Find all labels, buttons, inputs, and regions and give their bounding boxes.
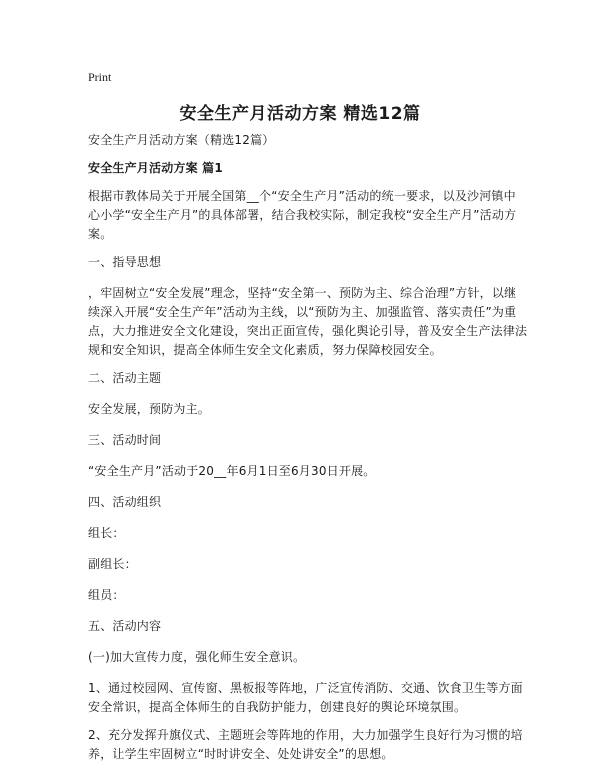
heading-guiding-ideology: 一、指导思想 xyxy=(88,255,162,269)
members-label: 组员： xyxy=(88,588,125,602)
activity-theme-text: 安全发展，预防为主。 xyxy=(88,402,211,416)
guiding-ideology-paragraph: ，牢固树立“安全发展”理念，坚持“安全第一、预防为主、综合治理”方针，以继续深入开展“安全生产年”活动为主线，以“预防为主、加强监管、落实责任”为重点，大力推进安全文化建设，突出正面宣传，强化舆论引导，普及安全生产法律法规和安全知识，提高全体师生安全文化素质，努力保障校园安全。 xyxy=(88,286,528,357)
section-heading: 安全生产月活动方案 篇1 xyxy=(88,161,223,175)
heading-activity-time: 三、活动时间 xyxy=(88,433,162,447)
heading-activity-content: 五、活动内容 xyxy=(88,619,162,633)
intro-paragraph: 根据市教体局关于开展全国第__个“安全生产月”活动的统一要求，以及沙河镇中心小学“安全生产月”的具体部署，结合我校实际，制定我校“安全生产月”活动方案。 xyxy=(88,189,517,241)
heading-activity-organization: 四、活动组织 xyxy=(88,495,162,509)
document-subtitle: 安全生产月活动方案（精选12篇） xyxy=(88,133,275,147)
content-item-intro: (一)加大宣传力度，强化师生安全意识。 xyxy=(88,650,306,664)
document-body xyxy=(88,131,528,773)
heading-activity-theme: 二、活动主题 xyxy=(88,371,162,385)
print-link[interactable]: Print xyxy=(88,70,112,84)
activity-time-text: “安全生产月”活动于20__年6月1日至6月30日开展。 xyxy=(88,464,376,478)
leader-label: 组长： xyxy=(88,526,125,540)
deputy-leader-label: 副组长： xyxy=(88,557,137,571)
content-item-2: 2、充分发挥升旗仪式、主题班会等阵地的作用，大力加强学生良好行为习惯的培养，让学生牢固树立“时时讲安全、处处讲安全”的思想。 xyxy=(88,728,523,761)
page-title: 安全生产月活动方案 精选12篇 xyxy=(179,104,421,124)
content-item-1: 1、通过校园网、宣传窗、黑板报等阵地，广泛宣传消防、交通、饮食卫生等方面安全常识，提高全体师生的自我防护能力，创建良好的舆论环境氛围。 xyxy=(88,681,523,714)
